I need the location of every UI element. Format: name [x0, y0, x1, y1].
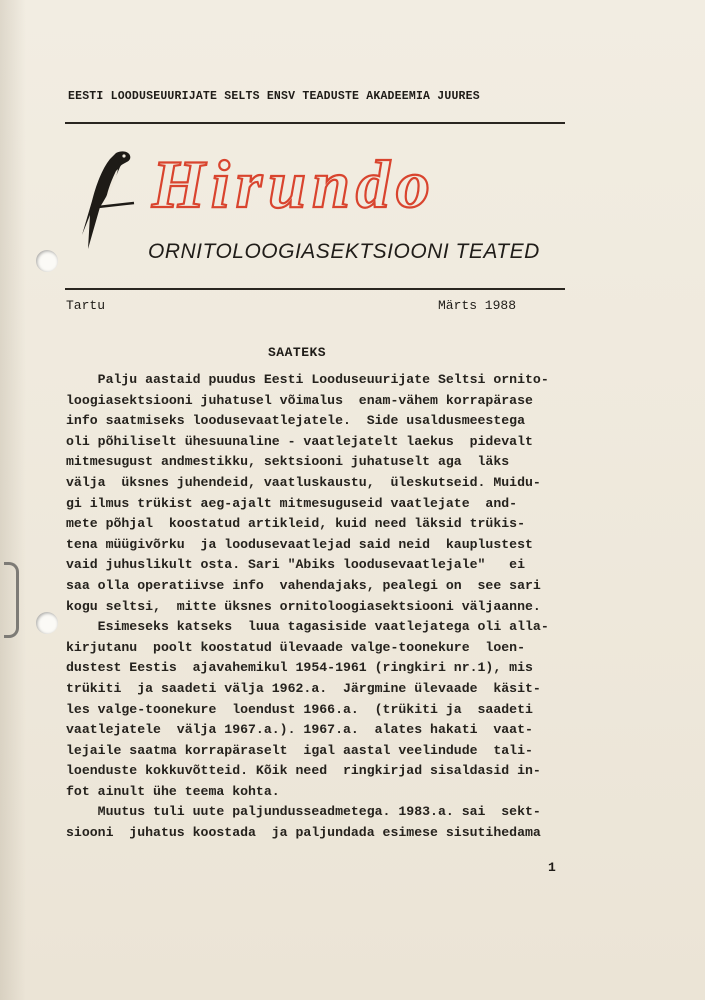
article-line: kirjutanu poolt koostatud ülevaade valge-toonekure loen- [66, 639, 525, 655]
article-line: kogu seltsi, mitte üksnes ornitoloogiasektsiooni väljaanne. [66, 598, 541, 614]
article-body [66, 370, 566, 844]
article-line: lejaile saatma korrapäraselt igal aastal veelindude tali- [66, 742, 533, 758]
article-line: vaid juhuslikult osta. Sari "Abiks loodusevaatlejale" ei [66, 557, 525, 573]
punch-hole-lower [36, 612, 58, 634]
header-rule [65, 122, 565, 124]
masthead-subtitle: ORNITOLOOGIASEKTSIOONI TEATED [148, 240, 540, 263]
article-line: dustest Eestis ajavahemikul 1954-1961 (ringkiri nr.1), mis [66, 660, 533, 676]
punch-hole-upper [36, 250, 58, 272]
organization-header: EESTI LOODUSEUURIJATE SELTS ENSV TEADUSTE AKADEEMIA JUURES [68, 90, 480, 103]
dateline-date: Märts 1988 [438, 298, 517, 313]
article-line: fot ainult ühe teema kohta. [66, 783, 280, 799]
binding-shadow [0, 0, 26, 1000]
article-line: Palju aastaid puudus Eesti Looduseuurijate Seltsi ornito- [66, 372, 549, 387]
article-line: trükiti ja saadeti välja 1962.a. Järgmine ülevaade käsit- [66, 680, 541, 696]
article-line: Muutus tuli uute paljundusseadmetega. 1983.a. sai sekt- [66, 804, 541, 820]
article-line: tena müügivõrku ja loodusevaatlejad said neid kauplustest [66, 536, 533, 552]
article-line: les valge-toonekure loendust 1966.a. (trükiti ja saadeti [66, 701, 533, 717]
article-line: vaatlejatele välja 1967.a.). 1967.a. alates hakati vaat- [66, 722, 533, 738]
masthead-title-text: Hirundo [152, 146, 436, 222]
article-line: oli põhiliselt ühesuunaline - vaatlejatelt laekus pidevalt [66, 433, 533, 449]
dateline-place: Tartu [66, 298, 106, 313]
article-line: siooni juhatus koostada ja paljundada esimese sisutihedama [66, 825, 541, 841]
page-number: 1 [548, 860, 556, 875]
binder-ring [4, 562, 19, 638]
article-line: välja üksnes juhendeid, vaatluskaustu, üleskutseid. Muidu- [66, 474, 541, 490]
masthead-title [148, 145, 538, 225]
article-line: gi ilmus trükist aeg-ajalt mitmesuguseid vaatlejate and- [66, 495, 518, 511]
article-line: info saatmiseks loodusevaatlejatele. Side usaldusmeestega [66, 413, 525, 429]
article-line: Esimeseks katseks luua tagasiside vaatlejatega oli alla- [66, 619, 549, 635]
article-heading: SAATEKS [268, 345, 327, 360]
article-line: loenduste kokkuvõtteid. Kõik need ringkirjad sisaldasid in- [66, 763, 541, 779]
article-line: mete põhjal koostatud artikleid, kuid need läksid trükis- [66, 516, 525, 532]
dateline-rule [65, 288, 565, 290]
article-line: mitmesugust andmestikku, sektsiooni juhatuselt aga läks [66, 454, 510, 470]
swallow-icon [78, 145, 138, 255]
article-line: saa olla operatiivse info vahendajaks, pealegi on see sari [66, 577, 541, 593]
article-line: loogiasektsiooni juhatusel võimalus enam-vähem korrapärase [66, 392, 533, 408]
